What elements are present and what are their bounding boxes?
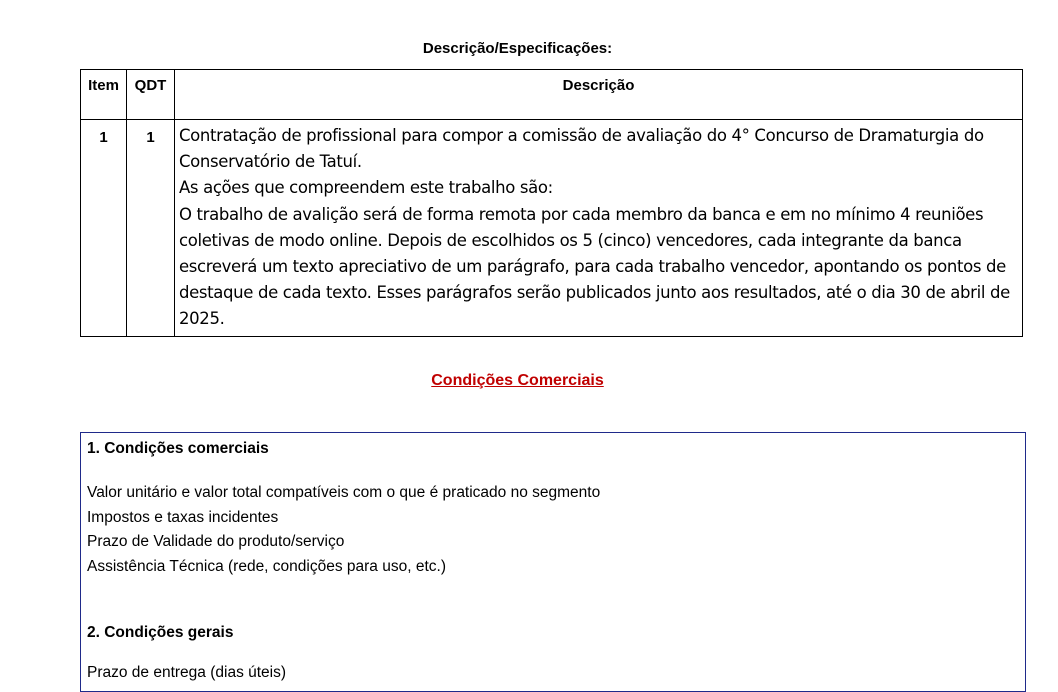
description-paragraph: Contratação de profissional para compor a comissão de avaliação do 4° Concurso de Dramaturgia do Conservatório de Tatuí. [179, 126, 984, 172]
conditions-box [80, 432, 1026, 692]
header-qty: QDT [127, 70, 175, 120]
table-header-row [81, 70, 1023, 120]
description-paragraph: As ações que compreendem este trabalho são: [179, 178, 553, 198]
table-row [81, 120, 1023, 337]
condition-item: Valor unitário e valor total compatíveis com o que é praticado no segmento [87, 484, 601, 501]
general-conditions-title: 2. Condições gerais [87, 624, 234, 641]
condition-item: Assistência Técnica (rede, condições para uso, etc.) [87, 557, 446, 575]
row-description [175, 120, 1023, 337]
description-paragraph: O trabalho de avalição será de forma remota por cada membro da banca e em no mínimo 4 reuniões coletivas de modo online. Depois de escolhidos os 5 (cinco) vencedores, cada integrante da banca escreverá um texto apreciativo de um parágrafo, para cada trabalho vencedor, apontando os pontos de destaque de cada texto. Esses parágrafos serão publicados junto aos resultados, até o dia 30 de abril de 2025. [179, 204, 1010, 329]
condition-item: Prazo de entrega (dias úteis) [87, 664, 287, 681]
commercial-conditions-heading: Condições Comerciais [431, 372, 604, 389]
condition-item: Impostos e taxas incidentes [87, 508, 279, 526]
condition-item: Prazo de Validade do produto/serviço [87, 533, 345, 550]
commercial-conditions-title: 1. Condições comerciais [87, 440, 269, 457]
spec-heading: Descrição/Especificações: [422, 40, 613, 57]
header-item: Item [81, 70, 127, 120]
spec-table [80, 69, 1023, 337]
header-description: Descrição [175, 70, 1023, 120]
row-item-number: 1 [81, 120, 127, 337]
row-qty: 1 [127, 120, 175, 337]
